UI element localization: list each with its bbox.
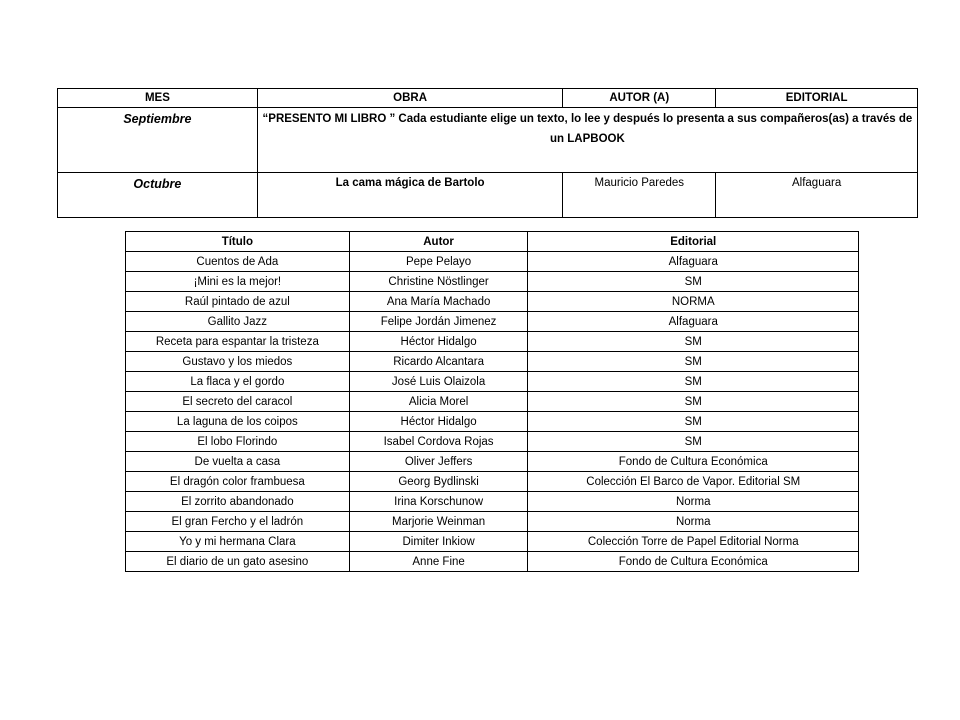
book-publisher: SM [528,412,859,432]
book-title: Gallito Jazz [126,312,350,332]
book-title: La flaca y el gordo [126,372,350,392]
book-title: De vuelta a casa [126,452,350,472]
book-publisher: Colección Torre de Papel Editorial Norma [528,532,859,552]
book-title: Receta para espantar la tristeza [126,332,350,352]
books-table [125,231,859,572]
header-titulo: Título [126,232,350,252]
book-title: Gustavo y los miedos [126,352,350,372]
book-title: ¡Mini es la mejor! [126,272,350,292]
table-row [126,352,859,372]
book-author: Christine Nöstlinger [349,272,528,292]
table-row [126,452,859,472]
table-row [126,472,859,492]
october-author: Mauricio Paredes [563,173,716,218]
book-author: Georg Bydlinski [349,472,528,492]
month-october: Octubre [58,173,258,218]
table-row [126,292,859,312]
book-title: Cuentos de Ada [126,252,350,272]
books-header-row [126,232,859,252]
table-row [126,332,859,352]
plan-row-september [58,108,918,173]
header-obra: OBRA [257,89,563,108]
book-author: Dimiter Inkiow [349,532,528,552]
book-publisher: SM [528,372,859,392]
book-publisher: SM [528,392,859,412]
book-publisher: NORMA [528,292,859,312]
table-row [126,312,859,332]
book-author: Ana María Machado [349,292,528,312]
book-author: Isabel Cordova Rojas [349,432,528,452]
october-work: La cama mágica de Bartolo [257,173,563,218]
book-author: Irina Korschunow [349,492,528,512]
october-publisher: Alfaguara [716,173,918,218]
header-autor-books: Autor [349,232,528,252]
header-editorial: EDITORIAL [716,89,918,108]
book-author: Pepe Pelayo [349,252,528,272]
header-mes: MES [58,89,258,108]
book-publisher: SM [528,332,859,352]
book-publisher: Norma [528,512,859,532]
book-publisher: Fondo de Cultura Económica [528,552,859,572]
table-row [126,552,859,572]
book-title: Yo y mi hermana Clara [126,532,350,552]
table-row [126,372,859,392]
table-row [126,412,859,432]
book-author: Oliver Jeffers [349,452,528,472]
book-title: Raúl pintado de azul [126,292,350,312]
book-title: El lobo Florindo [126,432,350,452]
header-editorial-books: Editorial [528,232,859,252]
book-title: El zorrito abandonado [126,492,350,512]
book-title: El secreto del caracol [126,392,350,412]
book-title: La laguna de los coipos [126,412,350,432]
month-september: Septiembre [58,108,258,173]
book-publisher: SM [528,352,859,372]
table-row [126,532,859,552]
book-publisher: Colección El Barco de Vapor. Editorial SM [528,472,859,492]
book-publisher: Alfaguara [528,252,859,272]
book-author: Héctor Hidalgo [349,332,528,352]
table-row [126,252,859,272]
plan-row-october [58,173,918,218]
table-row [126,272,859,292]
book-publisher: Alfaguara [528,312,859,332]
book-publisher: SM [528,432,859,452]
book-title: El gran Fercho y el ladrón [126,512,350,532]
book-author: José Luis Olaizola [349,372,528,392]
book-publisher: Norma [528,492,859,512]
table-row [126,512,859,532]
table-row [126,392,859,412]
book-author: Héctor Hidalgo [349,412,528,432]
book-author: Marjorie Weinman [349,512,528,532]
book-title: El diario de un gato asesino [126,552,350,572]
table-row [126,432,859,452]
book-author: Alicia Morel [349,392,528,412]
table-row [126,492,859,512]
book-author: Anne Fine [349,552,528,572]
book-author: Ricardo Alcantara [349,352,528,372]
book-publisher: Fondo de Cultura Económica [528,452,859,472]
reading-plan-table [57,88,918,218]
book-publisher: SM [528,272,859,292]
book-author: Felipe Jordán Jimenez [349,312,528,332]
plan-header-row [58,89,918,108]
header-autor: AUTOR (A) [563,89,716,108]
book-title: El dragón color frambuesa [126,472,350,492]
books-table-body [126,252,859,572]
september-activity: “PRESENTO MI LIBRO ” Cada estudiante elige un texto, lo lee y después lo presenta a sus compañeros(as) a través de un LAPBOOK [257,108,917,173]
